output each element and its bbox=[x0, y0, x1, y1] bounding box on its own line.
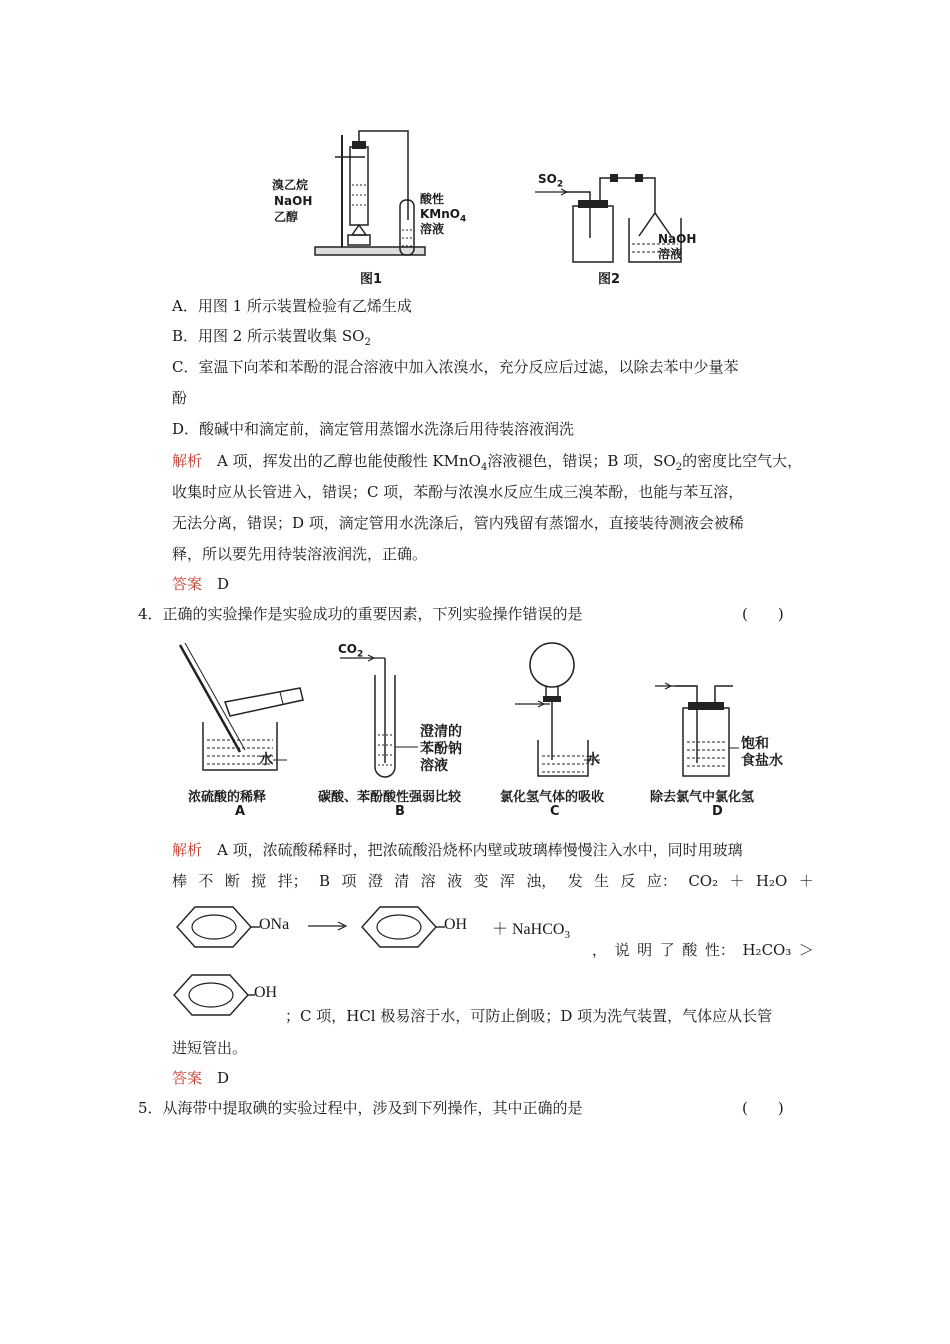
spread-token: 浑 bbox=[499, 872, 515, 890]
q3-option-b: B．用图 2 所示装置收集 $SO_2$ bbox=[172, 327, 371, 348]
spread-token: 不 bbox=[198, 872, 214, 890]
q4-analysis-line2 bbox=[172, 871, 814, 891]
spread-token: H₂CO₃ bbox=[742, 941, 792, 959]
q4-analysis-line3 bbox=[592, 940, 814, 960]
fig2-caption: 图2 bbox=[598, 272, 621, 287]
q4-analysis-line4: ；C 项，HCl 极易溶于水，可防止倒吸；D 项为洗气装置，气体应从长管 bbox=[285, 1007, 773, 1025]
spread-token: 澄 bbox=[367, 872, 383, 890]
q4-analysis-line1: 解析 A 项，浓硫酸稀释时，把浓硫酸沿烧杯内壁或玻璃棒慢慢注入水中，同时用玻璃 bbox=[172, 841, 743, 859]
q3-answer-value: D bbox=[217, 575, 230, 593]
spread-token: H₂O bbox=[755, 872, 788, 890]
figure-c-caption: 氯化氢气体的吸收 bbox=[500, 790, 605, 805]
spread-token: 清 bbox=[394, 872, 410, 890]
figure-b-drawing bbox=[340, 655, 420, 780]
figure-a-letter: A bbox=[235, 804, 246, 819]
q5-stem: 5．从海带中提取碘的实验过程中，涉及到下列操作，其中正确的是 bbox=[138, 1099, 583, 1117]
figure-b-letter: B bbox=[395, 804, 405, 819]
spread-token: 明 bbox=[637, 941, 653, 959]
fig2-gas-label: $SO_2$ bbox=[538, 172, 564, 190]
q3-option-c-line2: 酚 bbox=[172, 389, 188, 407]
spread-token: 了 bbox=[659, 941, 675, 959]
spread-token: 项 bbox=[341, 872, 357, 890]
spread-token: CO₂ bbox=[688, 872, 719, 890]
figure-b-caption: 碳酸、苯酚酸性强弱比较 bbox=[318, 790, 462, 805]
fig2-label-naoh: NaOH bbox=[658, 232, 697, 246]
q3-option-c-line1: C．室温下向苯和苯酚的混合溶液中加入浓溴水，充分反应后过滤，以除去苯中少量苯 bbox=[172, 358, 739, 376]
spread-token: 溶 bbox=[420, 872, 436, 890]
q4-answer-tag: 答案 bbox=[172, 1069, 203, 1087]
spread-token: 液 bbox=[447, 872, 463, 890]
q4-stem: 4．正确的实验操作是实验成功的重要因素，下列实验操作错误的是 bbox=[138, 605, 583, 623]
q4-answer-value: D bbox=[217, 1069, 230, 1087]
fig1-caption: 图1 bbox=[360, 272, 383, 287]
spread-token: 搅 bbox=[251, 872, 267, 890]
benzene-ring-right-icon bbox=[360, 905, 440, 949]
fig1-label-solution: 溶液 bbox=[420, 222, 445, 236]
benzene-ring-left-icon bbox=[175, 905, 255, 949]
spread-token: 酸 bbox=[682, 941, 698, 959]
spread-token: ＞ bbox=[798, 941, 814, 959]
figure-c-label-water: 水 bbox=[586, 752, 600, 768]
fig2-label-solution: 溶液 bbox=[658, 247, 683, 261]
spread-token: 说 bbox=[614, 941, 630, 959]
benzene-ring-phenol-icon bbox=[172, 973, 252, 1017]
q3-option-d: D．酸碱中和滴定前，滴定管用蒸馏水洗涤后用待装溶液润洗 bbox=[172, 420, 575, 438]
fig1-label-reagent-1: 溴乙烷 bbox=[272, 178, 309, 192]
q4-answer bbox=[172, 1068, 229, 1088]
fig2-apparatus-drawing bbox=[535, 168, 715, 268]
figure-b-gas: $CO_2$ bbox=[338, 642, 364, 660]
phenol-oh: OH bbox=[254, 984, 278, 1001]
figure-b-label-3: 溶液 bbox=[420, 758, 448, 774]
spread-token: 反 bbox=[620, 872, 636, 890]
spread-token: ＋ bbox=[798, 872, 814, 890]
figure-b-label-1: 澄清的 bbox=[420, 724, 462, 740]
figure-b-label-2: 苯酚钠 bbox=[420, 741, 462, 757]
q4-analysis-tag: 解析 bbox=[172, 841, 203, 859]
figure-a-caption: 浓硫酸的稀释 bbox=[188, 790, 267, 805]
q3-analysis-line2: 收集时应从长管进入，错误；C 项，苯酚与浓溴水反应生成三溴苯酚，也能与苯互溶， bbox=[172, 483, 744, 501]
figure-a-label-water: 水 bbox=[259, 752, 273, 768]
q3-analysis-line1: 解析 A 项，挥发出的乙醇也能使酸性 KMnO$_4$溶液褪色，错误；B 项，$SO_2$的密度比空气大， bbox=[172, 452, 803, 473]
spread-token: 发 bbox=[567, 872, 583, 890]
figure-a-drawing bbox=[175, 640, 315, 770]
q3-option-a: A．用图 1 所示装置检验有乙烯生成 bbox=[172, 297, 412, 315]
q3-analysis-line4: 释，所以要先用待装溶液润洗，正确。 bbox=[172, 545, 428, 563]
fig1-label-acid: 酸性 bbox=[420, 192, 445, 206]
spread-token: 浊， bbox=[526, 872, 557, 890]
spread-token: 生 bbox=[594, 872, 610, 890]
spread-token: ＋ bbox=[729, 872, 745, 890]
q3-answer bbox=[172, 574, 229, 594]
q3-answer-tag: 答案 bbox=[172, 575, 203, 593]
reaction-arrow-icon bbox=[308, 921, 348, 931]
fig1-label-reagent-3: 乙醇 bbox=[274, 210, 299, 224]
figure-d-caption: 除去氯气中氯化氢 bbox=[650, 790, 755, 805]
spread-token: 性： bbox=[704, 941, 735, 959]
spread-token: 棒 bbox=[172, 872, 188, 890]
q4-answer-paren: ( ) bbox=[742, 605, 784, 623]
spread-token: 拌； bbox=[277, 872, 308, 890]
spread-token: B bbox=[319, 872, 331, 890]
figure-c-drawing bbox=[510, 640, 620, 780]
spread-token: 变 bbox=[473, 872, 489, 890]
spread-token: 应： bbox=[646, 872, 677, 890]
figure-d-letter: D bbox=[712, 804, 723, 819]
fig1-label-reagent-2: NaOH bbox=[274, 194, 313, 208]
q3-analysis-line3: 无法分离，错误；D 项，滴定管用水洗涤后，管内残留有蒸馏水，直接装待测液会被稀 bbox=[172, 514, 744, 532]
phenol-group: OH bbox=[444, 916, 468, 933]
fig1-label-kmno4: KMnO$_4$ bbox=[420, 207, 467, 225]
figure-d-label-1: 饱和 bbox=[741, 736, 769, 752]
figure-c-letter: C bbox=[550, 804, 560, 819]
q3-analysis-tag: 解析 bbox=[172, 452, 203, 470]
spread-token: ， bbox=[592, 941, 608, 959]
q5-answer-paren: ( ) bbox=[742, 1099, 784, 1117]
sodium-bicarbonate: ＋ NaHCO$_3$ bbox=[492, 921, 570, 942]
spread-token: 断 bbox=[224, 872, 240, 890]
q4-analysis-line5: 进短管出。 bbox=[172, 1039, 248, 1057]
figure-d-label-2: 食盐水 bbox=[741, 753, 783, 769]
phenoxide-group: ONa bbox=[259, 916, 290, 933]
